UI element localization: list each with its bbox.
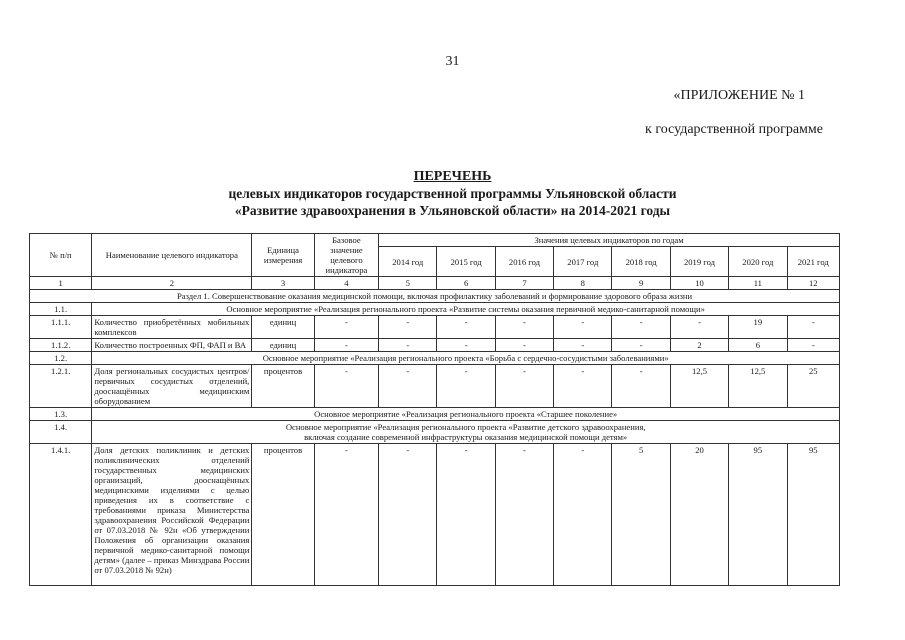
- appendix-title: «ПРИЛОЖЕНИЕ № 1: [673, 88, 805, 103]
- value-cell: -: [612, 316, 670, 339]
- column-number-row: [30, 277, 840, 290]
- header-year: 2021 год: [787, 247, 839, 277]
- header-unit: Единица измерения: [252, 234, 314, 277]
- indicator-row-1-2-1: [30, 365, 840, 408]
- event-title: Основное мероприятие «Реализация регионального проекта «Борьба с сердечно-сосудистыми заболеваниями»: [92, 352, 840, 365]
- value-cell: 95: [787, 444, 839, 586]
- value-cell: -: [495, 339, 553, 352]
- value-cell: -: [437, 339, 495, 352]
- value-cell: 25: [787, 365, 839, 408]
- value-cell: 12,5: [729, 365, 787, 408]
- value-cell: -: [437, 316, 495, 339]
- row-num: 1.1.2.: [30, 339, 92, 352]
- title-line-1: ПЕРЕЧЕНЬ: [413, 169, 492, 184]
- indicator-base: -: [314, 444, 378, 586]
- value-cell: -: [495, 316, 553, 339]
- column-number: 12: [787, 277, 839, 290]
- event-title: Основное мероприятие «Реализация регионального проекта «Развитие системы оказания первичной медико-санитарной помощи»: [92, 303, 840, 316]
- value-cell: -: [612, 339, 670, 352]
- value-cell: -: [437, 365, 495, 408]
- value-cell: -: [379, 316, 437, 339]
- indicator-name: Доля детских поликлиник и детских поликлинических отделений государственных медицинских организаций, дооснащённых медицинскими изделиями с целью приведения их в соответствие с требованиями приказа Министерства здравоохранения Российской Федерации от 07.03.2018 № 92н «Об утверждении Положения об организации оказания первичной медико-санитарной помощи детям» (далее – приказ Минздрава России от 07.03.2018 № 92н): [92, 444, 252, 586]
- value-cell: 20: [670, 444, 728, 586]
- row-num: 1.2.1.: [30, 365, 92, 408]
- header-year: 2018 год: [612, 247, 670, 277]
- header-name: Наименование целевого индикатора: [92, 234, 252, 277]
- column-number: 7: [495, 277, 553, 290]
- row-num: 1.4.1.: [30, 444, 92, 586]
- indicator-name: Доля региональных сосудистых центров/первичных сосудистых отделений, дооснащённых медицинским оборудованием: [92, 365, 252, 408]
- title-line-2: целевых индикаторов государственной программы Ульяновской области: [228, 186, 677, 201]
- indicator-base: -: [314, 339, 378, 352]
- row-num: 1.1.: [30, 303, 92, 316]
- value-cell: -: [554, 365, 612, 408]
- header-year: 2020 год: [729, 247, 787, 277]
- column-number: 3: [252, 277, 314, 290]
- value-cell: -: [554, 316, 612, 339]
- title-line-3: «Развитие здравоохранения в Ульяновской области» на 2014-2021 годы: [234, 203, 671, 218]
- column-number: 2: [92, 277, 252, 290]
- value-cell: 12,5: [670, 365, 728, 408]
- row-num: 1.1.1.: [30, 316, 92, 339]
- header-year: 2019 год: [670, 247, 728, 277]
- indicator-row-1-4-1: [30, 444, 840, 586]
- appendix-subtitle: к государственной программе: [645, 122, 823, 137]
- value-cell: -: [379, 365, 437, 408]
- indicator-name: Количество приобретённых мобильных комплексов: [92, 316, 252, 339]
- header-year: 2017 год: [554, 247, 612, 277]
- column-number: 10: [670, 277, 728, 290]
- header-years-group: Значения целевых индикаторов по годам: [379, 234, 840, 247]
- event-title: Основное мероприятие «Реализация регионального проекта «Старшее поколение»: [92, 408, 840, 421]
- event-row-1-1: [30, 303, 840, 316]
- indicator-base: -: [314, 365, 378, 408]
- value-cell: -: [554, 339, 612, 352]
- event-row-1-2: [30, 352, 840, 365]
- value-cell: -: [787, 339, 839, 352]
- value-cell: 2: [670, 339, 728, 352]
- indicators-table: [29, 233, 840, 586]
- column-number: 6: [437, 277, 495, 290]
- column-number: 9: [612, 277, 670, 290]
- document-title: [0, 168, 905, 219]
- value-cell: -: [612, 365, 670, 408]
- value-cell: -: [787, 316, 839, 339]
- header-year: 2015 год: [437, 247, 495, 277]
- value-cell: 5: [612, 444, 670, 586]
- row-num: 1.4.: [30, 421, 92, 444]
- value-cell: -: [554, 444, 612, 586]
- event-row-1-4: [30, 421, 840, 444]
- header-base: Базовое значение целевого индикатора: [314, 234, 378, 277]
- header-num: № п/п: [30, 234, 92, 277]
- section-title: Раздел 1. Совершенствование оказания медицинской помощи, включая профилактику заболеваний и формирование здорового образа жизни: [30, 290, 840, 303]
- value-cell: -: [670, 316, 728, 339]
- indicator-unit: единиц: [252, 316, 314, 339]
- column-number: 1: [30, 277, 92, 290]
- value-cell: -: [379, 444, 437, 586]
- value-cell: -: [495, 365, 553, 408]
- page-number: 31: [445, 54, 460, 69]
- column-number: 4: [314, 277, 378, 290]
- indicator-base: -: [314, 316, 378, 339]
- column-number: 5: [379, 277, 437, 290]
- value-cell: 95: [729, 444, 787, 586]
- value-cell: -: [495, 444, 553, 586]
- column-number: 8: [554, 277, 612, 290]
- indicator-unit: процентов: [252, 444, 314, 586]
- section-row: [30, 290, 840, 303]
- event-title-line-1: Основное мероприятие «Реализация регионального проекта «Развитие детского здравоохранения,: [285, 422, 646, 432]
- header-year: 2014 год: [379, 247, 437, 277]
- header-year: 2016 год: [495, 247, 553, 277]
- value-cell: 6: [729, 339, 787, 352]
- indicator-row-1-1-1: [30, 316, 840, 339]
- indicator-name: Количество построенных ФП, ФАП и ВА: [92, 339, 252, 352]
- value-cell: -: [379, 339, 437, 352]
- value-cell: 19: [729, 316, 787, 339]
- row-num: 1.2.: [30, 352, 92, 365]
- indicator-row-1-1-2: [30, 339, 840, 352]
- indicator-unit: единиц: [252, 339, 314, 352]
- event-title: [92, 421, 840, 444]
- row-num: 1.3.: [30, 408, 92, 421]
- column-number: 11: [729, 277, 787, 290]
- value-cell: -: [437, 444, 495, 586]
- event-row-1-3: [30, 408, 840, 421]
- indicator-unit: процентов: [252, 365, 314, 408]
- event-title-line-2: включая создание современной инфраструктуры оказания медицинской помощи детям»: [304, 432, 628, 442]
